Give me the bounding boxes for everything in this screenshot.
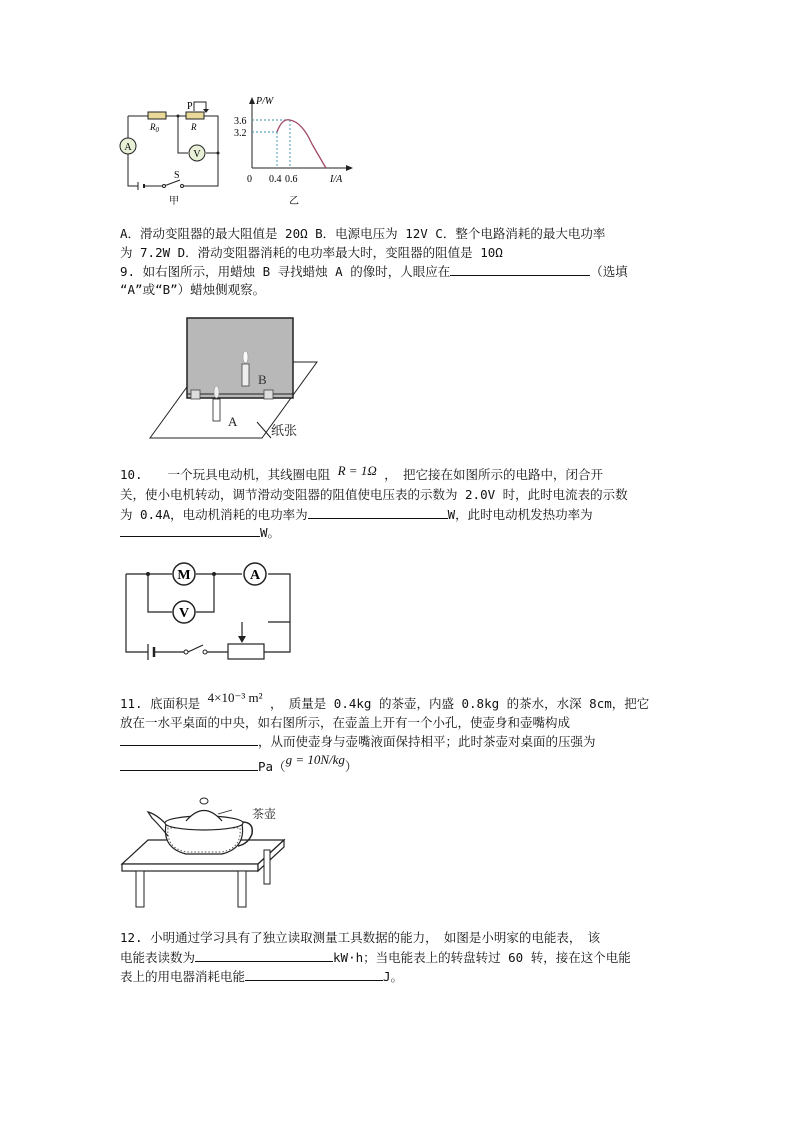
q10-power-blank[interactable] — [308, 505, 448, 519]
x-tick-0.6: 0.6 — [285, 174, 298, 185]
x-tick-0: 0 — [247, 174, 252, 185]
q12-energy-blank[interactable] — [245, 967, 383, 981]
q10-line4 — [120, 523, 280, 542]
ammeter-label: A — [249, 568, 261, 583]
power-current-graph — [230, 94, 355, 209]
label-r: R — [191, 122, 197, 132]
q11-text-b: ， 质量是 0.4kg 的茶壶，内盛 0.8kg 的茶水，水深 8cm，把它 — [270, 696, 650, 711]
q10-text-a: 10. 一个玩具电动机，其线圈电阻 — [120, 467, 331, 482]
q12-text-a: 电能表读数为 — [120, 950, 196, 965]
q12-line2 — [120, 948, 631, 967]
circuit-figure-jia — [110, 98, 230, 208]
q12-text-b: kW·h；当电能表上的转盘转过 60 转，接在这个电能 — [333, 950, 631, 965]
q11-formula-g: g = 10N/kg — [285, 752, 345, 767]
label-a: A — [124, 142, 132, 153]
label-v: V — [193, 149, 201, 160]
q10-text-e: W。 — [260, 525, 281, 540]
q10-line2: 关，使小电机转动，调节滑动变阻器的阻值使电压表的示数为 2.0V 时，此时电流表的示数 — [120, 487, 628, 502]
label-r0: $R_0$ — [150, 122, 159, 134]
q10-text-b: ， 把它接在如图所示的电路中，闭合开 — [384, 467, 604, 482]
q10-formula-r: R = 1Ω — [337, 463, 377, 478]
candle-b-label: B — [258, 372, 267, 387]
q11-line1 — [120, 690, 650, 713]
q12-text-c: 表上的用电器消耗电能 — [120, 969, 246, 984]
label-p: P — [187, 101, 193, 112]
q12-meter-reading-blank[interactable] — [195, 948, 333, 962]
graph-xlabel: I/A — [330, 174, 343, 185]
q10-line1 — [120, 463, 604, 484]
teapot-label: 茶壶 — [252, 807, 277, 821]
q11-text-a: 11. 底面积是 — [120, 696, 201, 711]
x-tick-0.4: 0.4 — [269, 174, 282, 185]
q11-text-c: ，从而使壶身与壶嘴液面保持相平；此时茶壶对桌面的压强为 — [258, 734, 596, 749]
candle-a-label: A — [228, 414, 238, 429]
q8-options-line2: 为 7.2W D．滑动变阻器消耗的电功率最大时，变阻器的阻值是 10Ω — [120, 245, 503, 260]
q9-line1 — [120, 262, 628, 281]
q12-line1: 12. 小明通过学习具有了独立读取测量工具数据的能力， 如图是小明家的电能表， 该 — [120, 930, 601, 945]
caption-jia: 甲 — [169, 196, 179, 207]
y-tick-3.6: 3.6 — [234, 116, 247, 127]
teapot-table-figure — [118, 792, 288, 910]
q11-formula-area: 4×10⁻³ m² — [207, 690, 263, 705]
q11-pressure-blank[interactable] — [120, 757, 258, 771]
caption-yi: 乙 — [289, 196, 299, 207]
q9-answer-blank[interactable] — [450, 262, 590, 276]
q12-line3 — [120, 967, 403, 986]
voltmeter-label: V — [178, 606, 190, 621]
q9-line2: “A”或“B”）蜡烛侧观察。 — [120, 282, 266, 297]
q11-line4 — [120, 752, 358, 776]
power-curve — [277, 120, 326, 168]
q10-line3 — [120, 505, 593, 524]
q11-line2: 放在一水平桌面的中央，如右图所示，在壶盖上开有一个小孔，使壶身和壶嘴构成 — [120, 715, 571, 730]
q11-text-d: Pa（ — [258, 759, 286, 774]
q12-text-d: J。 — [383, 969, 404, 984]
q9-text-b: （选填 — [590, 264, 628, 279]
q11-line3 — [120, 732, 596, 751]
q10-heat-power-blank[interactable] — [120, 523, 260, 537]
motor-m-label: M — [177, 568, 191, 583]
paper-label: 纸张 — [271, 423, 298, 438]
q9-text-a: 9. 如右图所示，用蜡烛 B 寻找蜡烛 A 的像时，人眼应在 — [120, 264, 451, 279]
graph-ylabel: P/W — [256, 96, 274, 107]
motor-circuit-figure — [118, 560, 298, 665]
q11-connected-vessel-blank[interactable] — [120, 732, 258, 746]
label-s: S — [174, 170, 180, 181]
q10-text-d: W，此时电动机发热功率为 — [447, 507, 593, 522]
y-tick-3.2: 3.2 — [234, 128, 247, 139]
candle-mirror-figure — [145, 314, 325, 444]
q10-text-c: 为 0.4A，电动机消耗的电功率为 — [120, 507, 308, 522]
q8-options-line1: A．滑动变阻器的最大阻值是 20Ω B．电源电压为 12V C．整个电路消耗的最大电功率 — [120, 226, 606, 241]
q11-text-e: ） — [344, 759, 358, 774]
